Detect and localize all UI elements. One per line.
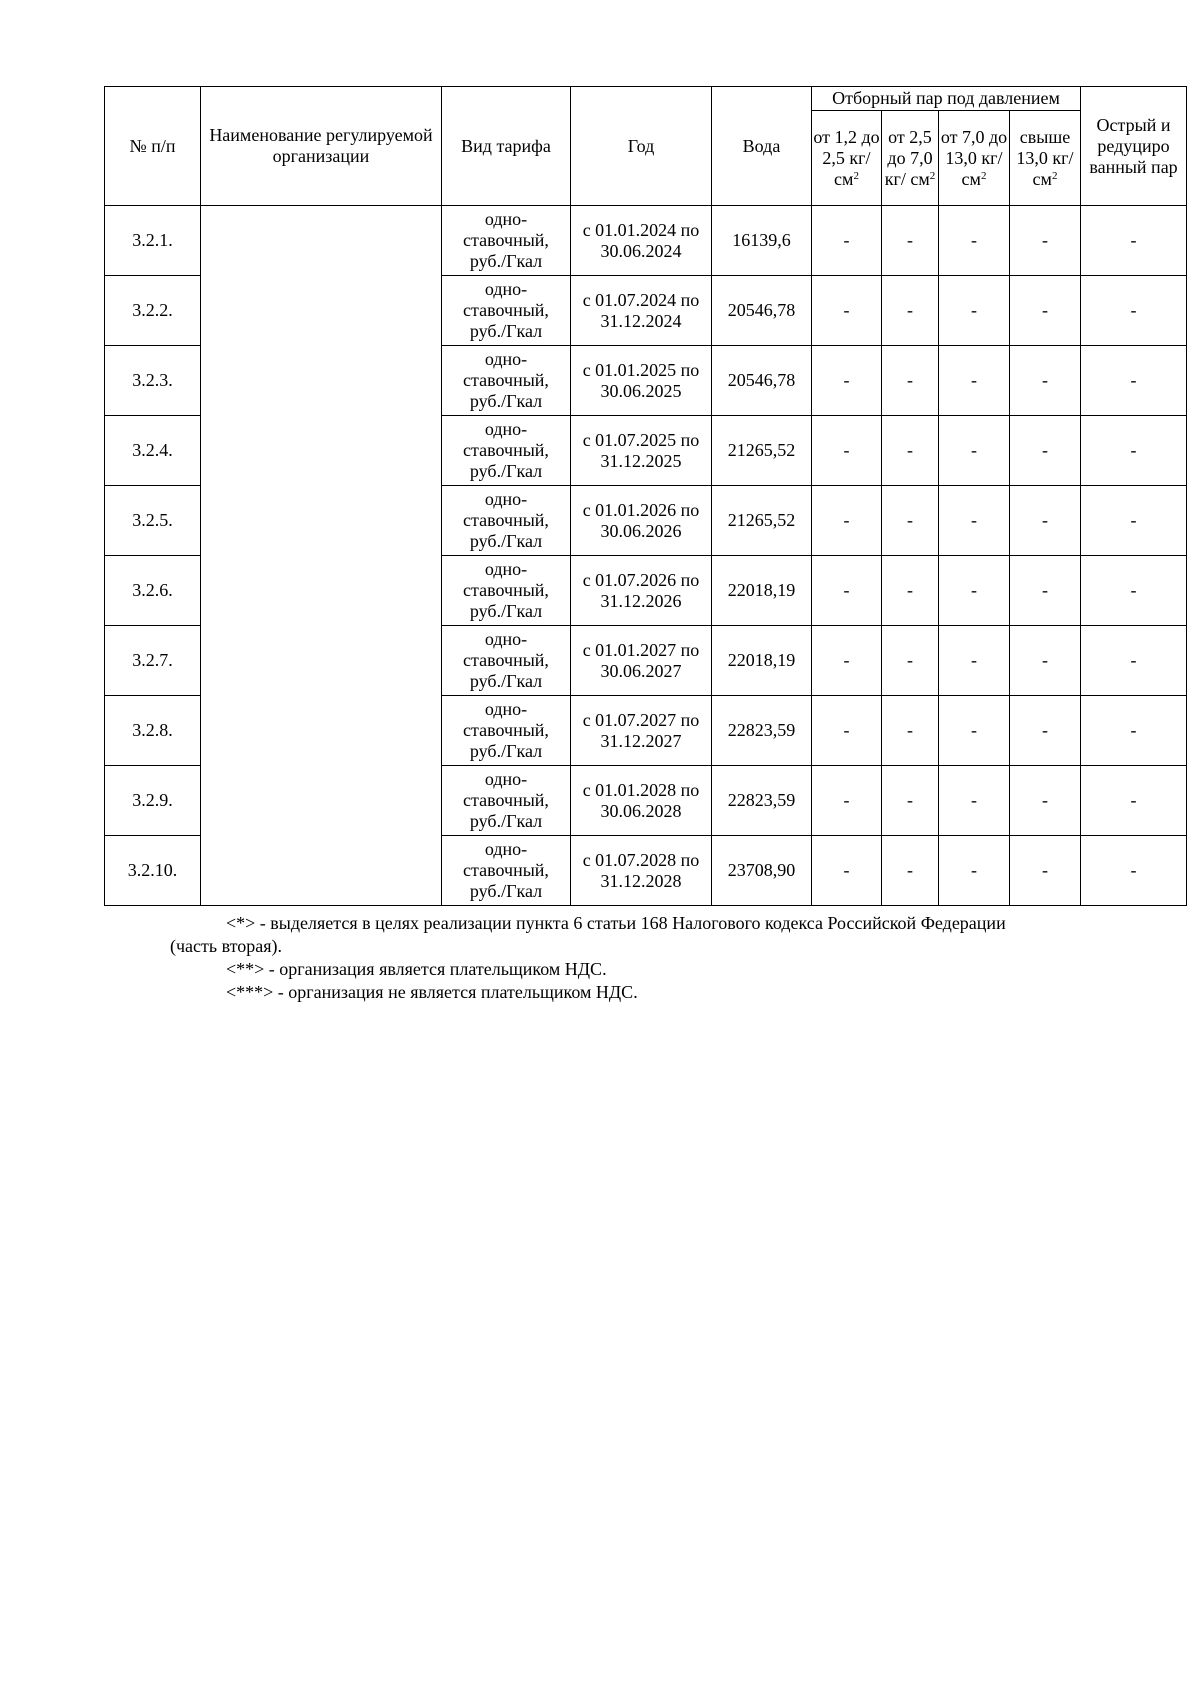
row-steam-2: -: [882, 486, 939, 556]
row-tariff-type: одно-ставочный, руб./Гкал: [442, 836, 571, 906]
row-steam-1: -: [812, 346, 882, 416]
header-steam-3: [939, 111, 1010, 206]
row-steam-4: -: [1010, 416, 1081, 486]
footnote-1: <*> - выделяется в целях реализации пункта 6 статьи 168 Налогового кодекса Российской Федерации: [226, 913, 1006, 933]
row-sharp-steam: -: [1081, 276, 1187, 346]
row-num: 3.2.1.: [105, 206, 201, 276]
row-sharp-steam: -: [1081, 556, 1187, 626]
row-steam-4: -: [1010, 766, 1081, 836]
row-sharp-steam: -: [1081, 346, 1187, 416]
row-sharp-steam: -: [1081, 626, 1187, 696]
header-steam-2-text: от 2,5 до 7,0 кг/: [884, 126, 933, 189]
row-tariff-type: одно-ставочный, руб./Гкал: [442, 206, 571, 276]
row-sharp-steam: -: [1081, 836, 1187, 906]
row-steam-1: -: [812, 696, 882, 766]
row-steam-2: -: [882, 696, 939, 766]
row-period: с 01.07.2024 по 31.12.2024: [571, 276, 712, 346]
row-period: с 01.01.2028 по 30.06.2028: [571, 766, 712, 836]
row-steam-1: -: [812, 486, 882, 556]
row-period: с 01.07.2027 по 31.12.2027: [571, 696, 712, 766]
row-water: 21265,52: [712, 486, 812, 556]
row-tariff-type: одно-ставочный, руб./Гкал: [442, 556, 571, 626]
header-steam-group: Отборный пар под давлением: [812, 87, 1081, 111]
row-steam-3: -: [939, 346, 1010, 416]
row-period: с 01.07.2028 по 31.12.2028: [571, 836, 712, 906]
org-name-cell: [201, 206, 442, 906]
row-steam-2: -: [882, 836, 939, 906]
row-num: 3.2.9.: [105, 766, 201, 836]
header-steam-2-exp: 2: [929, 169, 936, 182]
row-water: 23708,90: [712, 836, 812, 906]
row-steam-1: -: [812, 626, 882, 696]
row-period: с 01.07.2026 по 31.12.2026: [571, 556, 712, 626]
row-steam-3: -: [939, 626, 1010, 696]
row-steam-4: -: [1010, 696, 1081, 766]
row-num: 3.2.4.: [105, 416, 201, 486]
row-steam-3: -: [939, 836, 1010, 906]
table-row: [105, 206, 1187, 276]
header-steam-3-unit: см: [961, 168, 981, 189]
row-steam-4: -: [1010, 206, 1081, 276]
row-steam-1: -: [812, 416, 882, 486]
row-num: 3.2.5.: [105, 486, 201, 556]
header-steam-2: [882, 111, 939, 206]
row-steam-2: -: [882, 276, 939, 346]
row-steam-3: -: [939, 276, 1010, 346]
row-water: 20546,78: [712, 346, 812, 416]
row-steam-2: -: [882, 416, 939, 486]
header-sharp-steam: Острый и редуциро ванный пар: [1081, 87, 1187, 206]
header-steam-1-unit: см: [834, 168, 854, 189]
row-water: 20546,78: [712, 276, 812, 346]
footnote-3: <***> - организация не является плательщиком НДС.: [226, 982, 638, 1002]
row-steam-2: -: [882, 766, 939, 836]
row-period: с 01.01.2024 по 30.06.2024: [571, 206, 712, 276]
row-water: 22018,19: [712, 626, 812, 696]
header-steam-3-exp: 2: [980, 169, 987, 182]
row-period: с 01.07.2025 по 31.12.2025: [571, 416, 712, 486]
row-tariff-type: одно-ставочный, руб./Гкал: [442, 766, 571, 836]
header-steam-4: [1010, 111, 1081, 206]
footnote-1-cont: (часть вторая).: [170, 936, 283, 956]
row-steam-3: -: [939, 416, 1010, 486]
row-period: с 01.01.2025 по 30.06.2025: [571, 346, 712, 416]
header-num: № п/п: [105, 87, 201, 206]
row-steam-4: -: [1010, 276, 1081, 346]
row-sharp-steam: -: [1081, 766, 1187, 836]
row-steam-4: -: [1010, 626, 1081, 696]
row-period: с 01.01.2026 по 30.06.2026: [571, 486, 712, 556]
row-steam-4: -: [1010, 836, 1081, 906]
tariff-table: [104, 86, 1187, 906]
row-water: 22823,59: [712, 696, 812, 766]
row-sharp-steam: -: [1081, 416, 1187, 486]
row-tariff-type: одно-ставочный, руб./Гкал: [442, 486, 571, 556]
row-steam-2: -: [882, 626, 939, 696]
row-steam-1: -: [812, 766, 882, 836]
row-steam-3: -: [939, 556, 1010, 626]
header-steam-1: [812, 111, 882, 206]
row-water: 22018,19: [712, 556, 812, 626]
footnotes: [104, 912, 1186, 1004]
row-tariff-type: одно-ставочный, руб./Гкал: [442, 276, 571, 346]
header-steam-4-unit: см: [1032, 168, 1052, 189]
header-water: Вода: [712, 87, 812, 206]
row-water: 22823,59: [712, 766, 812, 836]
row-steam-2: -: [882, 346, 939, 416]
row-steam-2: -: [882, 556, 939, 626]
row-steam-4: -: [1010, 486, 1081, 556]
row-steam-1: -: [812, 836, 882, 906]
row-num: 3.2.3.: [105, 346, 201, 416]
row-num: 3.2.2.: [105, 276, 201, 346]
row-steam-4: -: [1010, 556, 1081, 626]
row-num: 3.2.7.: [105, 626, 201, 696]
row-tariff-type: одно-ставочный, руб./Гкал: [442, 416, 571, 486]
row-steam-3: -: [939, 206, 1010, 276]
row-water: 21265,52: [712, 416, 812, 486]
row-water: 16139,6: [712, 206, 812, 276]
row-steam-1: -: [812, 206, 882, 276]
footnote-2: <**> - организация является плательщиком НДС.: [226, 959, 607, 979]
header-steam-2-unit: см: [910, 168, 930, 189]
header-steam-1-text: от 1,2 до 2,5 кг/: [813, 126, 880, 168]
row-steam-1: -: [812, 276, 882, 346]
row-tariff-type: одно-ставочный, руб./Гкал: [442, 696, 571, 766]
header-year: Год: [571, 87, 712, 206]
header-tariff-type: Вид тарифа: [442, 87, 571, 206]
row-num: 3.2.8.: [105, 696, 201, 766]
row-steam-2: -: [882, 206, 939, 276]
row-num: 3.2.6.: [105, 556, 201, 626]
row-steam-4: -: [1010, 346, 1081, 416]
header-steam-3-text: от 7,0 до 13,0 кг/: [940, 126, 1008, 168]
header-steam-1-exp: 2: [853, 169, 859, 182]
tariff-body: [105, 206, 1187, 906]
header-steam-4-text: свыше 13,0 кг/: [1016, 126, 1074, 168]
row-sharp-steam: -: [1081, 206, 1187, 276]
row-steam-3: -: [939, 766, 1010, 836]
row-steam-1: -: [812, 556, 882, 626]
row-tariff-type: одно-ставочный, руб./Гкал: [442, 346, 571, 416]
row-steam-3: -: [939, 696, 1010, 766]
row-sharp-steam: -: [1081, 486, 1187, 556]
row-num: 3.2.10.: [105, 836, 201, 906]
header-steam-4-exp: 2: [1051, 169, 1058, 182]
row-tariff-type: одно-ставочный, руб./Гкал: [442, 626, 571, 696]
header-org-name: Наименование регулируемой организации: [201, 87, 442, 206]
row-period: с 01.01.2027 по 30.06.2027: [571, 626, 712, 696]
row-steam-3: -: [939, 486, 1010, 556]
row-sharp-steam: -: [1081, 696, 1187, 766]
